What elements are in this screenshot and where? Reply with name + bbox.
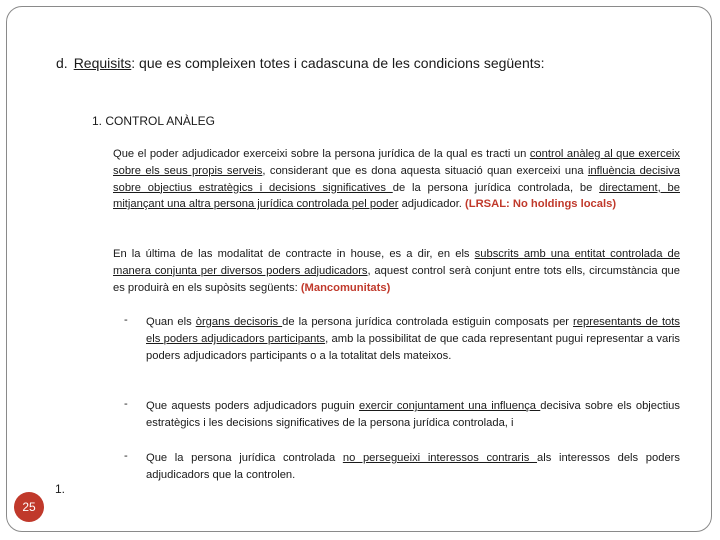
bullet-dash: - (124, 314, 128, 326)
heading-requisits: Requisits (73, 55, 132, 71)
heading-letter: d. (56, 55, 68, 71)
para1-underline: control anàleg al que exerceix sobre els seus propis serveis (113, 148, 680, 177)
bullet-text: Que aquests poders adjudicadors puguin (146, 400, 359, 412)
para2-underline: subscrits amb una entitat controlada de manera conjunta per diversos poders adjudicadors (113, 248, 680, 277)
subheading-control-analeg: 1. CONTROL ANÀLEG (92, 114, 215, 128)
page-number-badge: 25 (14, 492, 44, 522)
para1-underline: directament, be mitjançant una altra persona jurídica controlada pel poder (113, 181, 680, 211)
bullet-text: decisiva sobre els objectius estratègics i les decisions significatives de la persona jurídica controlada, i (146, 400, 680, 429)
bullet-dash: - (124, 450, 128, 462)
trailing-list-number: 1. (55, 482, 66, 496)
heading-rest: : que es compleixen totes i cadascuna de les condicions següents: (131, 55, 545, 71)
bullet-text: Quan els (146, 316, 196, 328)
bullet-underline: no persegueixi interessos contraris (342, 452, 538, 464)
para2-text: , aquest control serà conjunt entre tots ells, circumstància que es produirà en els supòsits següents: (113, 264, 680, 294)
bullet-underline: òrgans decisoris (195, 316, 283, 328)
bullet-text: als interessos dels poders adjudicadors que la controlen. (146, 452, 680, 481)
para1-underline: influència decisiva sobre objectius estratègics i decisions significatives (113, 164, 681, 194)
bullet-underline: representants de tots els poders adjudicadors participants (146, 316, 680, 345)
bullet-underline: exercir conjuntament una influença (358, 400, 541, 412)
bullet-text: de la persona jurídica controlada estiguin composats per (282, 316, 574, 328)
para1-text: Que el poder adjudicador exerceixi sobre la persona jurídica de la qual es tracti un (113, 148, 530, 160)
para1-text: adjudicador. (398, 198, 466, 211)
para1-text: de la persona jurídica controlada, be (392, 181, 600, 194)
bullet-item (146, 398, 680, 432)
para1-note: (LRSAL: No holdings locals) (465, 198, 617, 211)
bullet-item (146, 314, 680, 365)
para2-note: (Mancomunitats) (300, 281, 391, 294)
bullet-dash: - (124, 398, 128, 410)
paragraph-control-conjunt (113, 246, 680, 296)
bullet-item (146, 450, 680, 484)
bullet-text: Que la persona jurídica controlada (146, 452, 343, 464)
para1-text: , considerant que es dona aquesta situació quan exerceixi una (262, 164, 588, 177)
paragraph-control-analeg (113, 146, 680, 213)
bullet-text: , amb la possibilitat de que cada representant pugui representar a varis poders adjudicadors participants o a la totalitat dels mateixos. (146, 333, 680, 362)
para2-text: En la última de las modalitat de contracte in house, es a dir, en els (113, 248, 475, 260)
section-heading (56, 55, 545, 71)
